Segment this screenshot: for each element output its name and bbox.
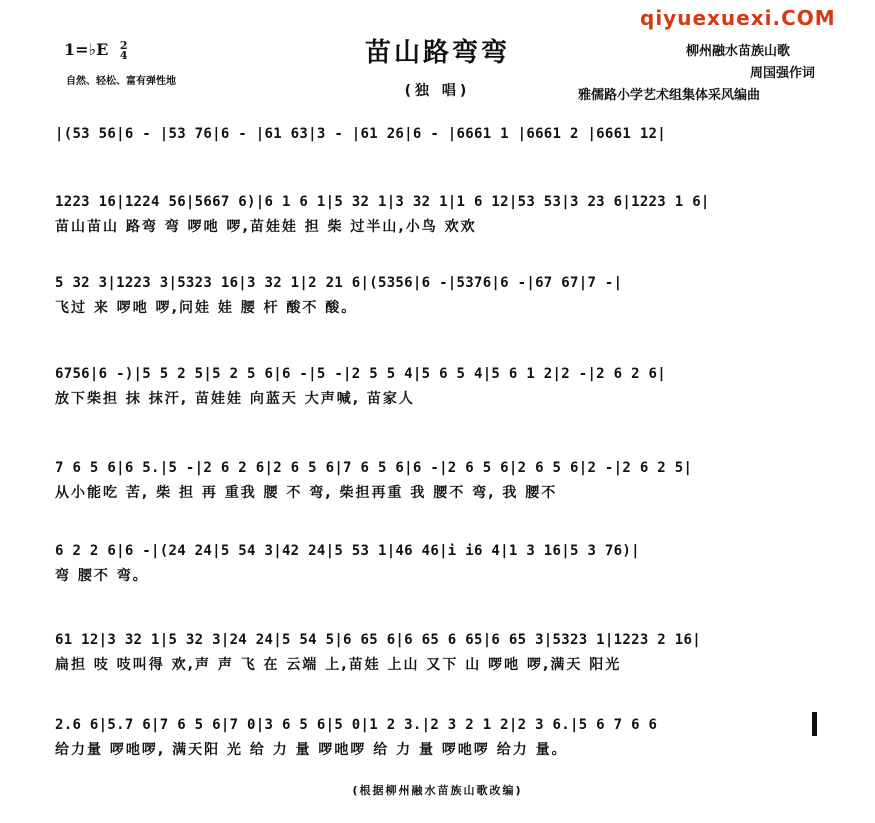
lyric-line: 飞过 来 啰吔 啰,问娃 娃 腰 杆 酸不 酸。 — [55, 300, 358, 316]
staff-system — [55, 275, 825, 317]
lyric-line: 弯 腰不 弯。 — [55, 568, 149, 584]
tempo-marking: 自然、轻松、富有弹性地 — [66, 76, 176, 87]
notation-line: 61 12|3 32 1|5 32 3|24 24|5 54 5|6 65 6|6 65 6 65|6 65 3|5323 1|1223 2 16| — [55, 632, 701, 648]
lyric-line: 扁担 吱 吱叫得 欢,声 声 飞 在 云端 上,苗娃 上山 又下 山 啰吔 啰,满天 阳光 — [55, 657, 622, 673]
staff-system — [55, 126, 825, 148]
credit-arranger: 雅儒路小学艺术组集体采风编曲 — [578, 88, 761, 103]
credit-source: 柳州融水苗族山歌 — [686, 44, 791, 59]
lyric-line: 从小能吃 苦, 柴 担 再 重我 腰 不 弯, 柴担再重 我 腰不 弯, 我 腰不 — [55, 485, 558, 501]
lyric-line: 放下柴担 抹 抹汗, 苗娃娃 向蓝天 大声喊, 苗家人 — [55, 391, 415, 407]
notation-line: 1223 16|1224 56|5667 6)|6 1 6 1|5 32 1|3 32 1|1 6 12|53 53|3 23 6|1223 1 6| — [55, 194, 710, 210]
song-subtitle: (独 唱) — [404, 83, 471, 99]
staff-system — [55, 194, 825, 236]
watermark: qiyuexuexi.COM — [640, 6, 836, 30]
staff-system — [55, 717, 825, 759]
key-note: ♭E — [88, 40, 109, 59]
staff-system — [55, 632, 825, 674]
footer-note: (根据柳州融水苗族山歌改编) — [352, 784, 523, 797]
credit-lyricist: 周国强作词 — [750, 66, 816, 81]
notation-line: 7 6 5 6|6 5.|5 -|2 6 2 6|2 6 5 6|7 6 5 6|6 -|2 6 5 6|2 6 5 6|2 -|2 6 2 5| — [55, 460, 693, 476]
time-top: 2 — [119, 38, 128, 52]
lyric-line: 给力量 啰吔啰, 满天阳 光 给 力 量 啰吔啰 给 力 量 啰吔啰 给力 量。 — [55, 742, 568, 758]
staff-system — [55, 366, 825, 408]
key-prefix: 1= — [64, 40, 89, 59]
lyric-line: 苗山苗山 路弯 弯 啰吔 啰,苗娃娃 担 柴 过半山,小鸟 欢欢 — [55, 219, 477, 235]
notation-line: 6 2 2 6|6 -|(24 24|5 54 3|42 24|5 53 1|46 46|i i6 4|1 3 16|5 3 76)| — [55, 543, 640, 559]
notation-line: |(53 56|6 - |53 76|6 - |61 63|3 - |61 26|6 - |6661 1 |6661 2 |6661 12| — [55, 126, 667, 142]
notation-line: 6756|6 -)|5 5 2 5|5 2 5 6|6 -|5 -|2 5 5 4|5 6 5 4|5 6 1 2|2 -|2 6 2 6| — [55, 366, 667, 382]
time-bottom: 4 — [119, 48, 128, 62]
staff-system — [55, 543, 825, 585]
final-barline — [812, 712, 817, 736]
notation-line: 2.6 6|5.7 6|7 6 5 6|7 0|3 6 5 6|5 0|1 2 3.|2 3 2 1 2|2 3 6.|5 6 7 6 6 — [55, 717, 658, 733]
song-title: 苗山路弯弯 — [364, 38, 510, 68]
notation-line: 5 32 3|1223 3|5323 16|3 32 1|2 21 6|(5356|6 -|5376|6 -|67 67|7 -| — [55, 275, 623, 291]
staff-system — [55, 460, 825, 502]
